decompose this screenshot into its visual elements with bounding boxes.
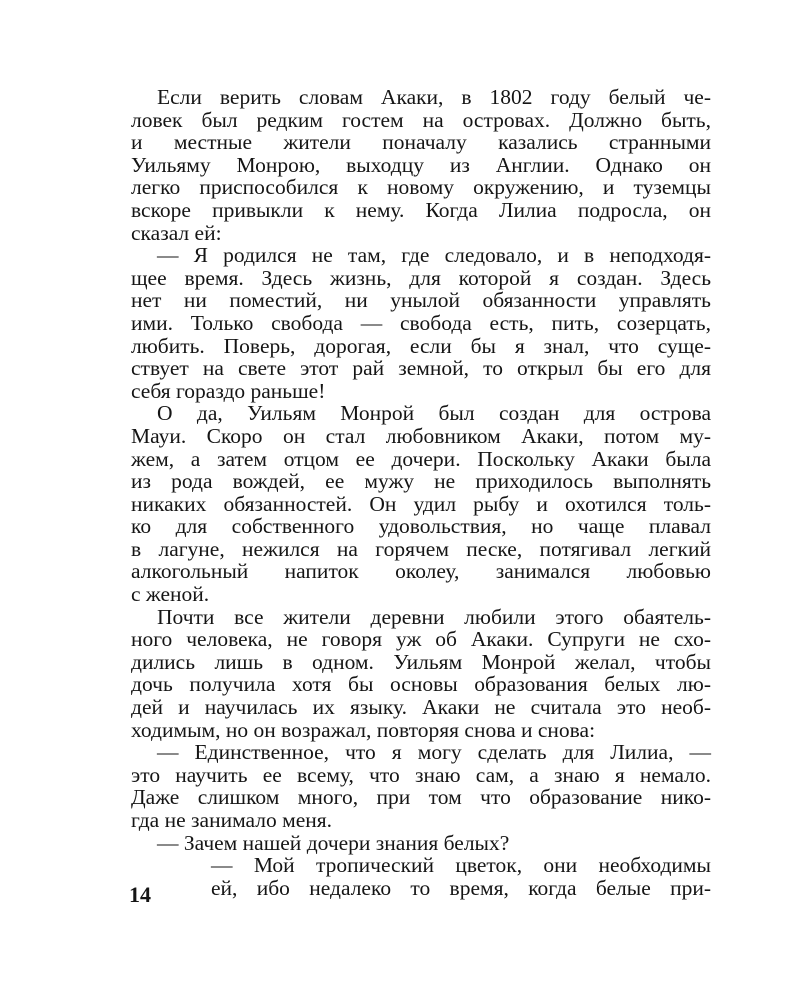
text-line: ного человека, не говоря уж об Акаки. Супруги не схо- — [131, 627, 711, 652]
text-line: — Я родился не там, где следовало, и в неподходя- — [157, 243, 711, 268]
page-number: 14 — [129, 882, 151, 907]
text-line: ствует на свете этот рай земной, то открыл бы его для — [131, 356, 711, 381]
text-line: ко для собственного удовольствия, но чаще плавал — [131, 514, 711, 539]
text-line: дочь получила хотя бы основы образования белых лю- — [131, 672, 711, 697]
text-line: щее время. Здесь жизнь, для которой я создан. Здесь — [131, 265, 711, 290]
text-line: жем, а затем отцом ее дочери. Поскольку Акаки была — [131, 446, 711, 471]
text-line: сказал ей: — [131, 220, 222, 245]
text-line: и местные жители поначалу казались странными — [131, 130, 711, 155]
text-line: дились лишь в одном. Уильям Монрой желал, чтобы — [131, 649, 711, 674]
text-line: Уильяму Монрою, выходцу из Англии. Однако он — [131, 152, 711, 177]
text-line: из рода вождей, ее мужу не приходилось выполнять — [131, 469, 711, 494]
text-line: себя гораздо раньше! — [131, 378, 326, 403]
text-line: это научить ее всему, что знаю сам, а знаю я немало. — [131, 762, 711, 787]
text-line: никаких обязанностей. Он удил рыбу и охотился толь- — [131, 491, 711, 516]
text-line: ей, ибо недалеко то время, когда белые при- — [211, 875, 711, 900]
text-line: ими. Только свобода — свобода есть, пить, созерцать, — [131, 310, 711, 335]
text-line: — Единственное, что я могу сделать для Лилиа, — — [157, 740, 711, 765]
text-line: Даже слишком много, при том что образование нико- — [131, 785, 711, 810]
text-line: нет ни поместий, ни унылой обязанности управлять — [131, 288, 711, 313]
text-line: гда не занимало меня. — [131, 808, 333, 832]
page-text — [131, 86, 711, 899]
text-line: Мауи. Скоро он стал любовником Акаки, потом му- — [131, 423, 711, 448]
text-line: в лагуне, нежился на горячем песке, потягивал легкий — [131, 536, 711, 561]
text-line: ходимым, но он возражал, повторяя снова и снова: — [131, 717, 596, 742]
text-line: алкогольный напиток околеу, занимался любовью — [131, 559, 711, 584]
text-line: с женой. — [131, 582, 210, 607]
text-line: вскоре привыкли к нему. Когда Лилиа подросла, он — [131, 197, 711, 222]
text-line: любить. Поверь, дорогая, если бы я знал, что суще- — [131, 333, 711, 358]
text-line: — Мой тропический цветок, они необходимы — [211, 853, 711, 878]
text-line: легко приспособился к новому окружению, и туземцы — [131, 175, 711, 200]
text-line: ловек был редким гостем на островах. Должно быть, — [131, 107, 711, 132]
text-line: дей и научилась их языку. Акаки не считала это необ- — [131, 695, 711, 720]
text-line: Если верить словам Акаки, в 1802 году белый че- — [157, 85, 711, 109]
text-line: — Зачем нашей дочери знания белых? — [157, 830, 510, 855]
text-line: О да, Уильям Монрой был создан для острова — [157, 401, 711, 426]
text-line: Почти все жители деревни любили этого обаятель- — [157, 604, 711, 629]
